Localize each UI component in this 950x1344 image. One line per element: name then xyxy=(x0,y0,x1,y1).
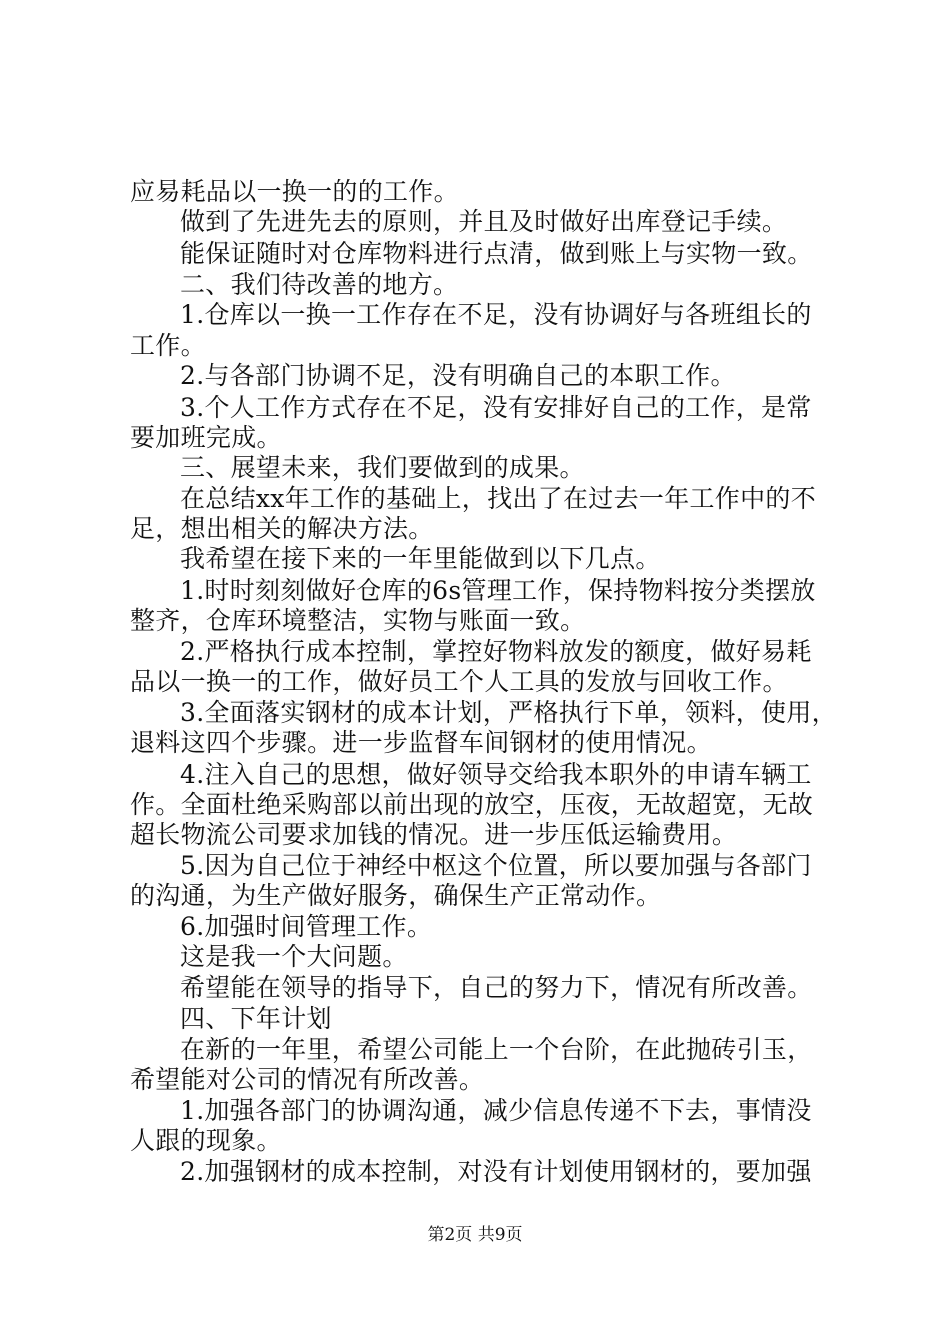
paragraph-line: 5.因为自己位于神经中枢这个位置，所以要加强与各部门 xyxy=(180,851,812,880)
paragraph-line: 2.加强钢材的成本控制，对没有计划使用钢材的，要加强 xyxy=(180,1157,812,1186)
section-heading: 二、我们待改善的地方。 xyxy=(180,270,459,299)
paragraph-line: 2.与各部门协调不足，没有明确自己的本职工作。 xyxy=(180,361,736,390)
paragraph-line: 人跟的现象。 xyxy=(130,1126,282,1155)
paragraph-line: 整齐，仓库环境整洁，实物与账面一致。 xyxy=(130,606,586,635)
paragraph-line: 能保证随时对仓库物料进行点清，做到账上与实物一致。 xyxy=(180,239,813,268)
paragraph-line: 希望能在领导的指导下，自己的努力下，情况有所改善。 xyxy=(180,973,813,1002)
paragraph-line: 1.时时刻刻做好仓库的6s管理工作，保持物料按分类摆放 xyxy=(180,576,816,605)
section-heading: 三、展望未来，我们要做到的成果。 xyxy=(180,453,585,482)
paragraph-line: 在新的一年里，希望公司能上一个台阶，在此抛砖引玉， xyxy=(180,1035,813,1064)
paragraph-line: 1.仓库以一换一工作存在不足，没有协调好与各班组长的 xyxy=(180,300,812,329)
paragraph-line: 我希望在接下来的一年里能做到以下几点。 xyxy=(180,544,661,573)
paragraph-line: 希望能对公司的情况有所改善。 xyxy=(130,1065,485,1094)
paragraph-line: 6.加强时间管理工作。 xyxy=(180,912,433,941)
paragraph-line: 2.严格执行成本控制，掌控好物料放发的额度，做好易耗 xyxy=(180,637,812,666)
paragraph-line: 做到了先进先去的原则，并且及时做好出库登记手续。 xyxy=(180,207,788,236)
paragraph-line: 的沟通，为生产做好服务，确保生产正常动作。 xyxy=(130,881,662,910)
paragraph-line: 要加班完成。 xyxy=(130,423,282,452)
paragraph-line: 1.加强各部门的协调沟通，减少信息传递不下去，事情没 xyxy=(180,1096,812,1125)
paragraph-line: 品以一换一的工作，做好员工个人工具的发放与回收工作。 xyxy=(130,667,788,696)
paragraph-line: 3.全面落实钢材的成本计划，严格执行下单，领料，使用， xyxy=(180,698,837,727)
paragraph-line: 这是我一个大问题。 xyxy=(180,942,408,971)
paragraph-line: 在总结xx年工作的基础上，找出了在过去一年工作中的不 xyxy=(180,484,817,513)
paragraph-line: 应易耗品以一换一的的工作。 xyxy=(130,177,459,206)
paragraph-line: 退料这四个步骤。进一步监督车间钢材的使用情况。 xyxy=(130,728,712,757)
paragraph-line: 4.注入自己的思想，做好领导交给我本职外的申请车辆工 xyxy=(180,760,812,789)
section-heading: 四、下年计划 xyxy=(180,1004,332,1033)
paragraph-line: 工作。 xyxy=(130,331,206,360)
paragraph-line: 足，想出相关的解决方法。 xyxy=(130,514,434,543)
paragraph-line: 超长物流公司要求加钱的情况。进一步压低运输费用。 xyxy=(130,820,738,849)
page-number-footer: 第2页 共9页 xyxy=(427,1225,523,1245)
paragraph-line: 3.个人工作方式存在不足，没有安排好自己的工作，是常 xyxy=(180,393,812,422)
paragraph-line: 作。全面杜绝采购部以前出现的放空，压夜，无故超宽，无故 xyxy=(130,790,814,819)
